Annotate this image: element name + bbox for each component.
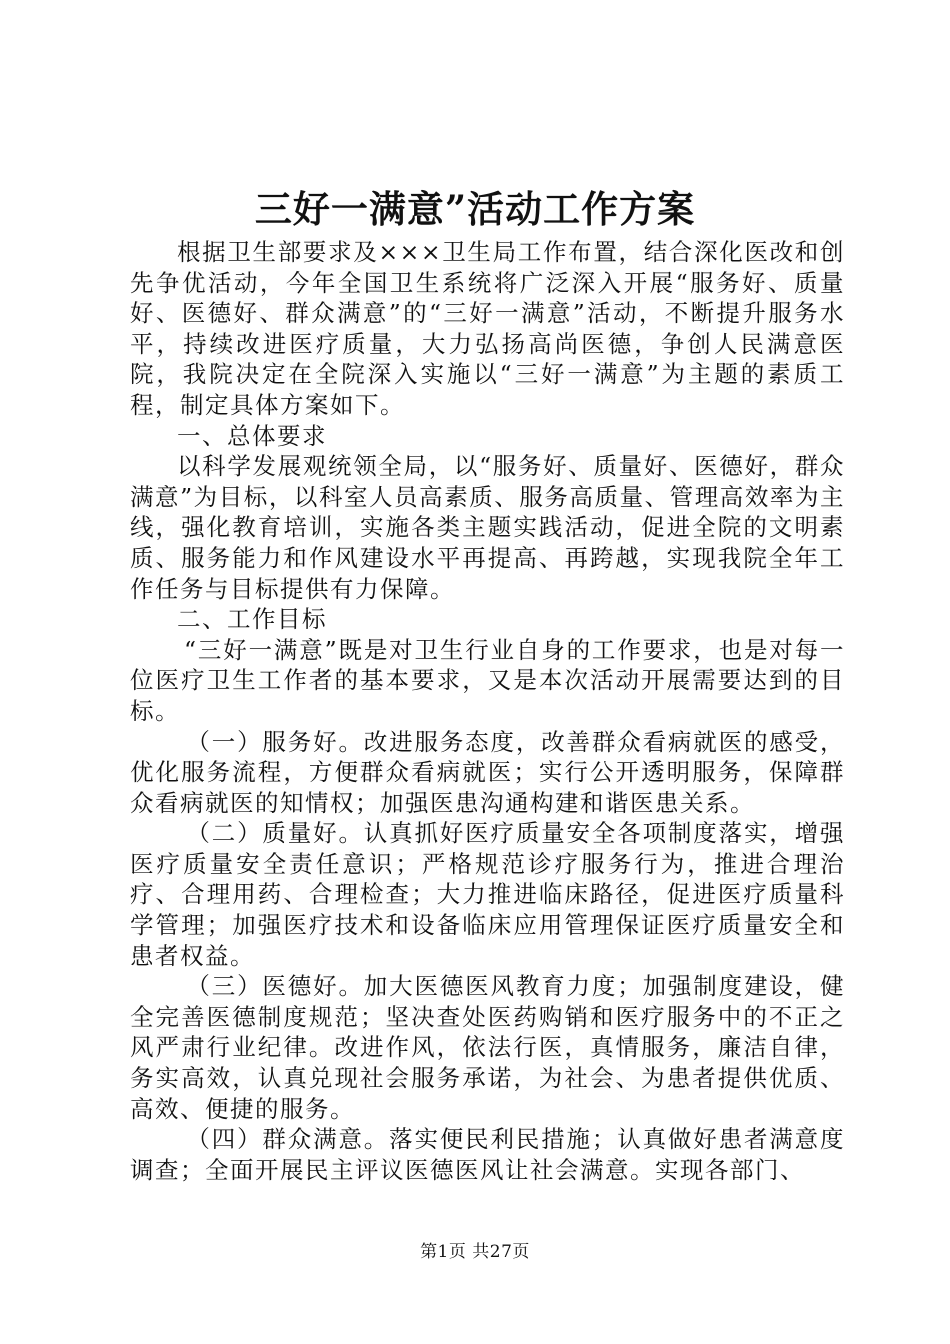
goal-item-service: （一）服务好。改进服务态度，改善群众看病就医的感受，优化服务流程，方便群众看病就医；实行公开透明服务，保障群众看病就医的知情权；加强医患沟通构建和谐医患关系。 bbox=[130, 727, 845, 817]
section-heading-work-goals: 二、工作目标 bbox=[177, 605, 327, 634]
goal-item-ethics: （三）医德好。加大医德医风教育力度；加强制度建设，健全完善医德制度规范；坚决查处医药购销和医疗服务中的不正之风严肃行业纪律。改进作风，依法行医，真情服务，廉洁自律，务实高效，认真兑现社会服务承诺，为社会、为患者提供优质、高效、便捷的服务。 bbox=[130, 972, 845, 1123]
document-body bbox=[130, 237, 845, 1185]
page-number-footer: 第1页 共27页 bbox=[420, 1242, 530, 1262]
work-goals-paragraph: “三好一满意”既是对卫生行业自身的工作要求，也是对每一位医疗卫生工作者的基本要求，又是本次活动开展需要达到的目标。 bbox=[130, 635, 845, 725]
section-heading-general-requirements: 一、总体要求 bbox=[177, 421, 327, 450]
general-requirements-paragraph: 以科学发展观统领全局，以“服务好、质量好、医德好，群众满意”为目标，以科室人员高素质、服务高质量、管理高效率为主线，强化教育培训，实施各类主题实践活动，促进全院的文明素质、服务能力和作风建设水平再提高、再跨越，实现我院全年工作任务与目标提供有力保障。 bbox=[130, 452, 845, 603]
goal-item-quality: （二）质量好。认真抓好医疗质量安全各项制度落实，增强医疗质量安全责任意识；严格规范诊疗服务行为，推进合理治疗、合理用药、合理检查；大力推进临床路径，促进医疗质量科学管理；加强医疗技术和设备临床应用管理保证医疗质量安全和患者权益。 bbox=[130, 819, 845, 970]
document-title: 三好一满意”活动工作方案 bbox=[254, 187, 696, 231]
goal-item-satisfaction: （四）群众满意。落实便民利民措施；认真做好患者满意度调查；全面开展民主评议医德医风让社会满意。实现各部门、 bbox=[130, 1125, 845, 1184]
intro-paragraph: 根据卫生部要求及×××卫生局工作布置，结合深化医改和创先争优活动，今年全国卫生系统将广泛深入开展“服务好、质量好、医德好、群众满意”的“三好一满意”活动，不断提升服务水平，持续改进医疗质量，大力弘扬高尚医德，争创人民满意医院，我院决定在全院深入实施以“三好一满意”为主题的素质工程，制定具体方案如下。 bbox=[130, 238, 845, 419]
